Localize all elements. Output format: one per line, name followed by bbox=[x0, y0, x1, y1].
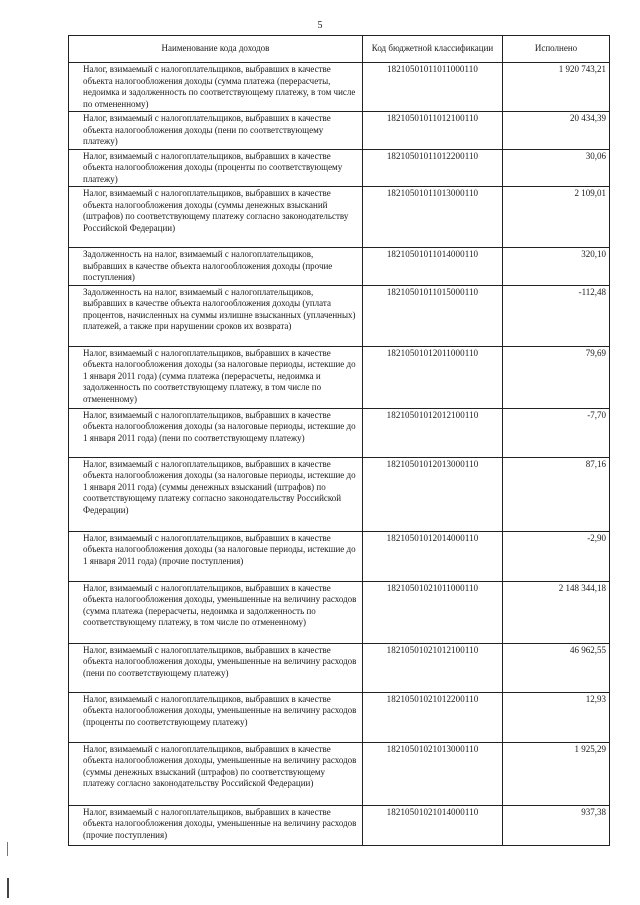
scan-margin-mark bbox=[7, 878, 9, 898]
table-row bbox=[69, 408, 610, 457]
table-row bbox=[69, 742, 610, 805]
row-code: 18210501011014000110 bbox=[363, 248, 503, 286]
row-amount: 320,10 bbox=[503, 248, 610, 286]
page-number: 5 bbox=[317, 20, 323, 31]
row-code: 18210501021012200110 bbox=[363, 692, 503, 742]
row-name: Налог, взимаемый с налогоплательщиков, выбравших в качестве объекта налогообложения доходы, уменьшенные на величину расходов (суммы денежных взысканий (штрафов) по соответствующему платежу согласно законодательству Российской Федерации) bbox=[69, 742, 363, 805]
row-code: 18210501021012100110 bbox=[363, 643, 503, 692]
row-amount: 2 148 344,18 bbox=[503, 581, 610, 643]
table-row bbox=[69, 187, 610, 248]
row-name: Задолженность на налог, взимаемый с налогоплательщиков, выбравших в качестве объекта налогообложения доходы (прочие поступления) bbox=[69, 248, 363, 286]
table-row bbox=[69, 457, 610, 531]
table-row bbox=[69, 63, 610, 112]
table-row bbox=[69, 531, 610, 581]
row-name: Налог, взимаемый с налогоплательщиков, выбравших в качестве объекта налогообложения доходы, уменьшенные на величину расходов (пени по соответствующему платежу) bbox=[69, 643, 363, 692]
header-executed: Исполнено bbox=[503, 36, 610, 63]
row-amount: 46 962,55 bbox=[503, 643, 610, 692]
row-code: 18210501012013000110 bbox=[363, 457, 503, 531]
row-code: 18210501012011000110 bbox=[363, 346, 503, 408]
row-code: 18210501012012100110 bbox=[363, 408, 503, 457]
row-amount: -7,70 bbox=[503, 408, 610, 457]
table-row bbox=[69, 149, 610, 187]
row-name: Налог, взимаемый с налогоплательщиков, выбравших в качестве объекта налогообложения доходы, уменьшенные на величину расходов (сумма платежа (перерасчеты, недоимка и задолженность по соответствующему платежу, в том числе по отмененному) bbox=[69, 581, 363, 643]
row-amount: 79,69 bbox=[503, 346, 610, 408]
table-row bbox=[69, 112, 610, 150]
row-amount: 1 925,29 bbox=[503, 742, 610, 805]
row-name: Налог, взимаемый с налогоплательщиков, выбравших в качестве объекта налогообложения доходы (за налоговые периоды, истекшие до 1 января 2011 года) (сумма платежа (перерасчеты, недоимка и задолженность по соответствующему платежу, в том числе по отмененному) bbox=[69, 346, 363, 408]
revenue-table bbox=[68, 35, 610, 846]
row-name: Налог, взимаемый с налогоплательщиков, выбравших в качестве объекта налогообложения доходы (за налоговые периоды, истекшие до 1 января 2011 года) (суммы денежных взысканий (штрафов) по соответствующему платежу согласно законодательству Российской Федерации) bbox=[69, 457, 363, 531]
row-amount: 2 109,01 bbox=[503, 187, 610, 248]
table-row bbox=[69, 805, 610, 845]
row-name: Налог, взимаемый с налогоплательщиков, выбравших в качестве объекта налогообложения доходы (пени по соответствующему платежу) bbox=[69, 112, 363, 150]
row-code: 18210501011015000110 bbox=[363, 285, 503, 346]
row-code: 18210501021013000110 bbox=[363, 742, 503, 805]
row-amount: 20 434,39 bbox=[503, 112, 610, 150]
row-amount: -2,90 bbox=[503, 531, 610, 581]
row-name: Налог, взимаемый с налогоплательщиков, выбравших в качестве объекта налогообложения доходы (проценты по соответствующему платежу) bbox=[69, 149, 363, 187]
row-code: 18210501011012100110 bbox=[363, 112, 503, 150]
table-row bbox=[69, 248, 610, 286]
header-code: Код бюджетной классификации bbox=[363, 36, 503, 63]
row-code: 18210501011013000110 bbox=[363, 187, 503, 248]
row-code: 18210501021014000110 bbox=[363, 805, 503, 845]
row-amount: 12,93 bbox=[503, 692, 610, 742]
row-code: 18210501012014000110 bbox=[363, 531, 503, 581]
table-header-row bbox=[69, 36, 610, 63]
row-name: Налог, взимаемый с налогоплательщиков, выбравших в качестве объекта налогообложения доходы (сумма платежа (перерасчеты, недоимка и задолженность по соответствующему платежу, в том числе по отмененному) bbox=[69, 63, 363, 112]
row-name: Задолженность на налог, взимаемый с налогоплательщиков, выбравших в качестве объекта налогообложения доходы (уплата процентов, начисленных на суммы излишне взысканных (уплаченных) платежей, а также при нарушении сроков их возврата) bbox=[69, 285, 363, 346]
table-row bbox=[69, 643, 610, 692]
scan-margin-mark bbox=[7, 842, 8, 856]
row-name: Налог, взимаемый с налогоплательщиков, выбравших в качестве объекта налогообложения доходы, уменьшенные на величину расходов (прочие поступления) bbox=[69, 805, 363, 845]
row-amount: 1 920 743,21 bbox=[503, 63, 610, 112]
row-code: 18210501021011000110 bbox=[363, 581, 503, 643]
row-amount: 937,38 bbox=[503, 805, 610, 845]
table-row bbox=[69, 692, 610, 742]
row-amount: 30,06 bbox=[503, 149, 610, 187]
row-amount: 87,16 bbox=[503, 457, 610, 531]
table-row bbox=[69, 581, 610, 643]
row-name: Налог, взимаемый с налогоплательщиков, выбравших в качестве объекта налогообложения доходы (суммы денежных взысканий (штрафов) по соответствующему платежу согласно законодательству Российской Федерации) bbox=[69, 187, 363, 248]
row-code: 18210501011012200110 bbox=[363, 149, 503, 187]
table-row bbox=[69, 346, 610, 408]
row-code: 18210501011011000110 bbox=[363, 63, 503, 112]
header-name: Наименование кода доходов bbox=[69, 36, 363, 63]
row-name: Налог, взимаемый с налогоплательщиков, выбравших в качестве объекта налогообложения доходы (за налоговые периоды, истекшие до 1 января 2011 года) (пени по соответствующему платежу) bbox=[69, 408, 363, 457]
row-name: Налог, взимаемый с налогоплательщиков, выбравших в качестве объекта налогообложения доходы, уменьшенные на величину расходов (проценты по соответствующему платежу) bbox=[69, 692, 363, 742]
row-amount: -112,48 bbox=[503, 285, 610, 346]
table-row bbox=[69, 285, 610, 346]
row-name: Налог, взимаемый с налогоплательщиков, выбравших в качестве объекта налогообложения доходы (за налоговые периоды, истекшие до 1 января 2011 года) (прочие поступления) bbox=[69, 531, 363, 581]
